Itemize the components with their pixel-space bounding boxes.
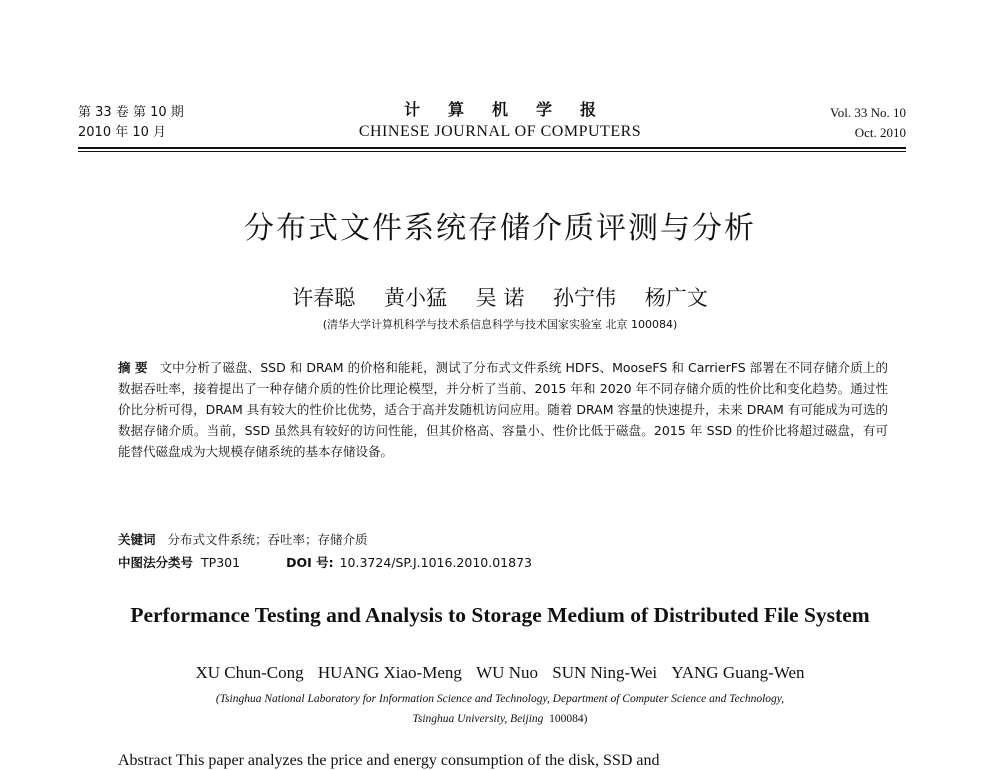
keywords-label-cn: 关键词 bbox=[118, 532, 156, 547]
classification-value: TP301 bbox=[201, 555, 241, 570]
author-en: HUANG Xiao-Meng bbox=[317, 663, 462, 682]
issue-date-en: Oct. 2010 bbox=[854, 125, 906, 140]
author-cn: 许春聪 bbox=[292, 286, 356, 310]
paper-title-cn: 分布式文件系统存储介质评测与分析 bbox=[244, 211, 756, 246]
classification-line bbox=[118, 553, 532, 573]
affiliation-cn: (清华大学计算机科学与技术系信息科学与技术国家实验室 北京 100084) bbox=[322, 318, 678, 331]
abstract-en-cutoff: Abstract This paper analyzes the price and energy consumption of the disk, SSD and bbox=[118, 752, 660, 769]
author-en: XU Chun-Cong bbox=[195, 663, 304, 682]
author-list-cn bbox=[0, 282, 1000, 312]
doi-value: 10.3724/SP.J.1016.2010.01873 bbox=[339, 555, 532, 570]
abstract-label-cn: 摘 要 bbox=[118, 360, 148, 375]
author-cn: 吴 诺 bbox=[475, 286, 525, 310]
volume-issue: 第 33 卷 第 10 期 bbox=[78, 105, 184, 120]
journal-issue-info bbox=[78, 103, 184, 143]
abstract-text-cn: 文中分析了磁盘、SSD 和 DRAM 的价格和能耗，测试了分布式文件系统 HDFS、MooseFS 和 CarrierFS 部署在不同存储介质上的数据吞吐率，接着提出了一种存储介质的性价比理论模型，并分析了当前、2015 年和 2020 年不同存储介质的性价比和变化趋势。通过性价比分析可得，DRAM 具有较大的性价比优势，适合于高并发随机访问应用。随着 DRAM 容量的快速提升，未来 DRAM 有可能成为可选的数据存储介质。当前，SSD 虽然具有较好的访问性能，但其价格高、容量小、性价比低于磁盘。2015 年 SSD 的性价比将超过磁盘，有可能替代磁盘成为大规模存储系统的基本存储设备。 bbox=[118, 360, 888, 459]
abstract-cn bbox=[118, 357, 888, 462]
header-rule-thick bbox=[78, 147, 906, 149]
issue-date-cn: 2010 年 10 月 bbox=[78, 125, 167, 140]
keywords-cn bbox=[118, 530, 368, 550]
journal-masthead bbox=[300, 100, 700, 142]
classification-label: 中图法分类号 bbox=[118, 555, 194, 570]
author-en: SUN Ning-Wei bbox=[552, 663, 658, 682]
author-en: YANG Guang-Wen bbox=[671, 663, 805, 682]
affiliation-en bbox=[100, 689, 900, 729]
journal-name-cn: 计算机学报 bbox=[403, 100, 624, 119]
author-list-en bbox=[0, 663, 1000, 683]
affiliation-en-line2 bbox=[100, 709, 900, 729]
author-cn: 孙宁伟 bbox=[553, 286, 617, 310]
journal-volume-info bbox=[830, 103, 906, 143]
affiliation-en-university: Tsinghua University, Beijing bbox=[412, 713, 544, 725]
affiliation-en-zip: 100084) bbox=[549, 713, 588, 725]
journal-name-en: CHINESE JOURNAL OF COMPUTERS bbox=[358, 123, 642, 140]
paper-title-en: Performance Testing and Analysis to Storage Medium of Distributed File System bbox=[130, 603, 870, 627]
doi-label: DOI 号: bbox=[286, 555, 334, 570]
header-rule-thin bbox=[78, 151, 906, 152]
volume-number-en: Vol. 33 No. 10 bbox=[830, 105, 906, 120]
keywords-text-cn: 分布式文件系统；吞吐率；存储介质 bbox=[167, 532, 368, 547]
affiliation-en-line1: (Tsinghua National Laboratory for Information Science and Technology, Department of Computer Science and Technology, bbox=[215, 693, 785, 705]
author-cn: 杨广文 bbox=[644, 286, 708, 310]
author-en: WU Nuo bbox=[476, 663, 538, 682]
author-cn: 黄小猛 bbox=[383, 286, 447, 310]
